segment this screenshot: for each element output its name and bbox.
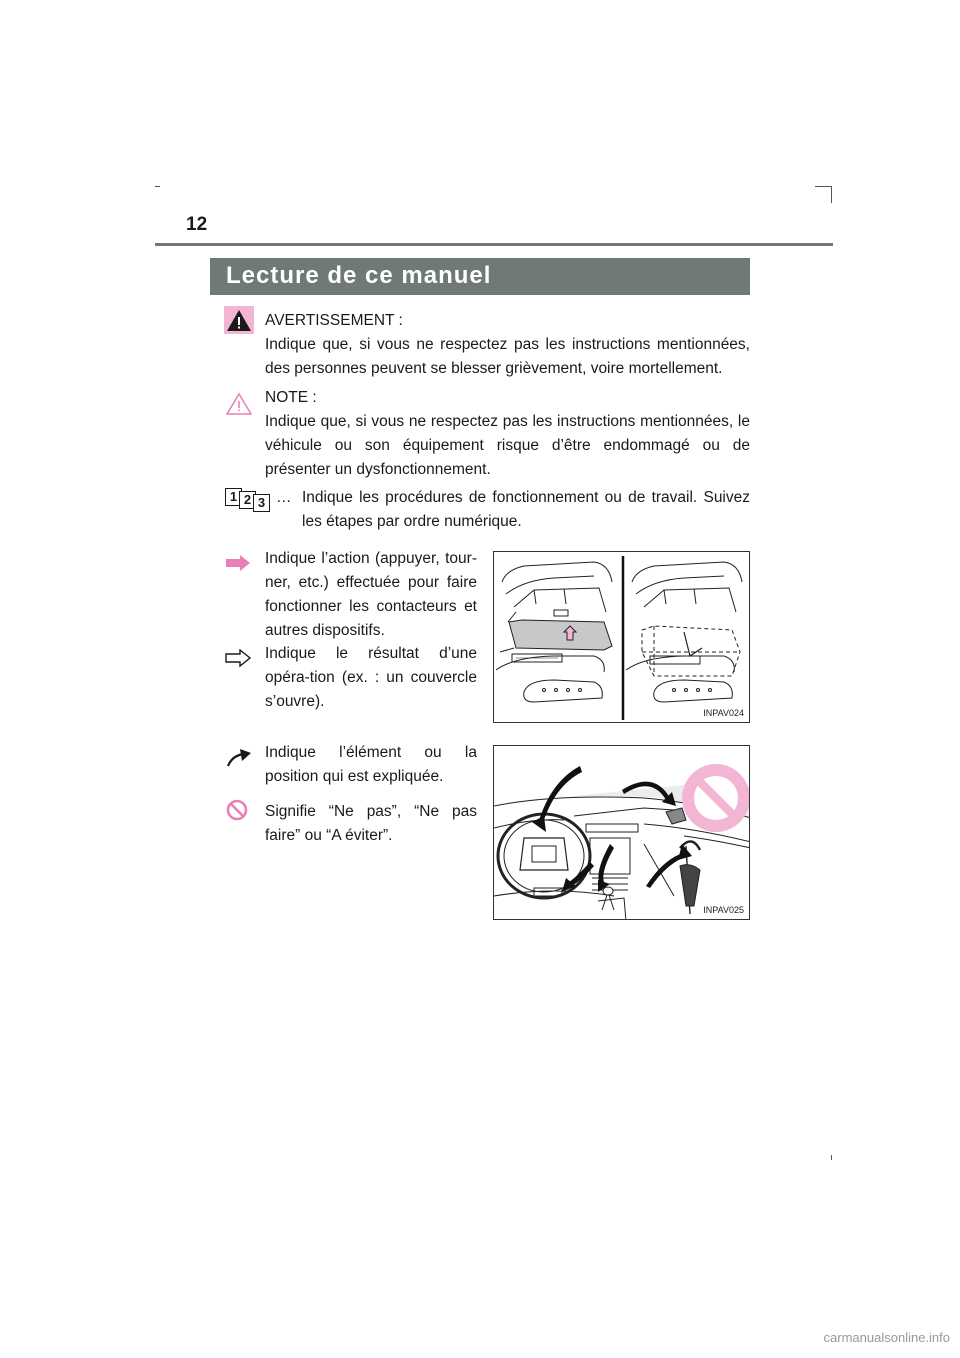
footer-watermark: carmanualsonline.info (790, 1322, 960, 1358)
warning-entry (265, 309, 750, 381)
crop-mark-left (155, 186, 160, 187)
step-numbers-icon (225, 488, 275, 510)
steps-text: Indique les procédures de fonctionnement ou de travail. Suivez les étapes par ordre numérique. (302, 489, 750, 530)
figure-dashboard (493, 745, 750, 920)
warning-label: AVERTISSEMENT : (265, 312, 403, 329)
note-text: Indique que, si vous ne respectez pas les instructions mentionnées, le véhicule ou son équipement risque d’être endommagé ou de présenter un dysfonctionnement. (265, 413, 750, 478)
prohibited-icon (226, 799, 248, 821)
figure-code-1: INPAV024 (703, 708, 744, 718)
warning-text: Indique que, si vous ne respectez pas les instructions mentionnées, des personnes peuvent se blesser grièvement, voire mortellement. (265, 336, 750, 377)
position-pointer-icon (226, 748, 252, 768)
result-text: Indique le résultat d’une opéra-tion (ex. : un couvercle s’ouvre). (265, 645, 477, 710)
note-label: NOTE : (265, 389, 317, 406)
warning-icon (224, 306, 254, 334)
step-box-3: 3 (253, 494, 270, 512)
note-entry (265, 386, 750, 482)
crop-mark-top-right-h (815, 186, 832, 187)
result-arrow-icon (225, 649, 251, 667)
steps-ellipsis: … (276, 489, 292, 506)
crop-mark-top-right-v (831, 186, 832, 203)
figure-overhead-console (493, 551, 750, 723)
figure-code-2: INPAV025 (703, 905, 744, 915)
forbidden-text: Signifie “Ne pas”, “Ne pas faire” ou “A éviter”. (265, 803, 477, 844)
overhead-console-illustration (494, 552, 750, 723)
dashboard-illustration (494, 746, 750, 920)
page-number: 12 (186, 214, 208, 235)
section-title: Lecture de ce manuel (210, 258, 750, 295)
action-text: Indique l’action (appuyer, tour-ner, etc.) effectuée pour faire fonctionner les contacteurs et autres dispositifs. (265, 550, 477, 639)
position-text: Indique l’élément ou la position qui est expliquée. (265, 744, 477, 785)
caution-icon (225, 392, 253, 416)
step-box-2: 2 (239, 491, 256, 509)
step-box-1: 1 (225, 488, 242, 506)
crop-mark-bottom-right (831, 1155, 832, 1160)
header-rule (155, 243, 833, 246)
action-arrow-icon (225, 554, 251, 572)
